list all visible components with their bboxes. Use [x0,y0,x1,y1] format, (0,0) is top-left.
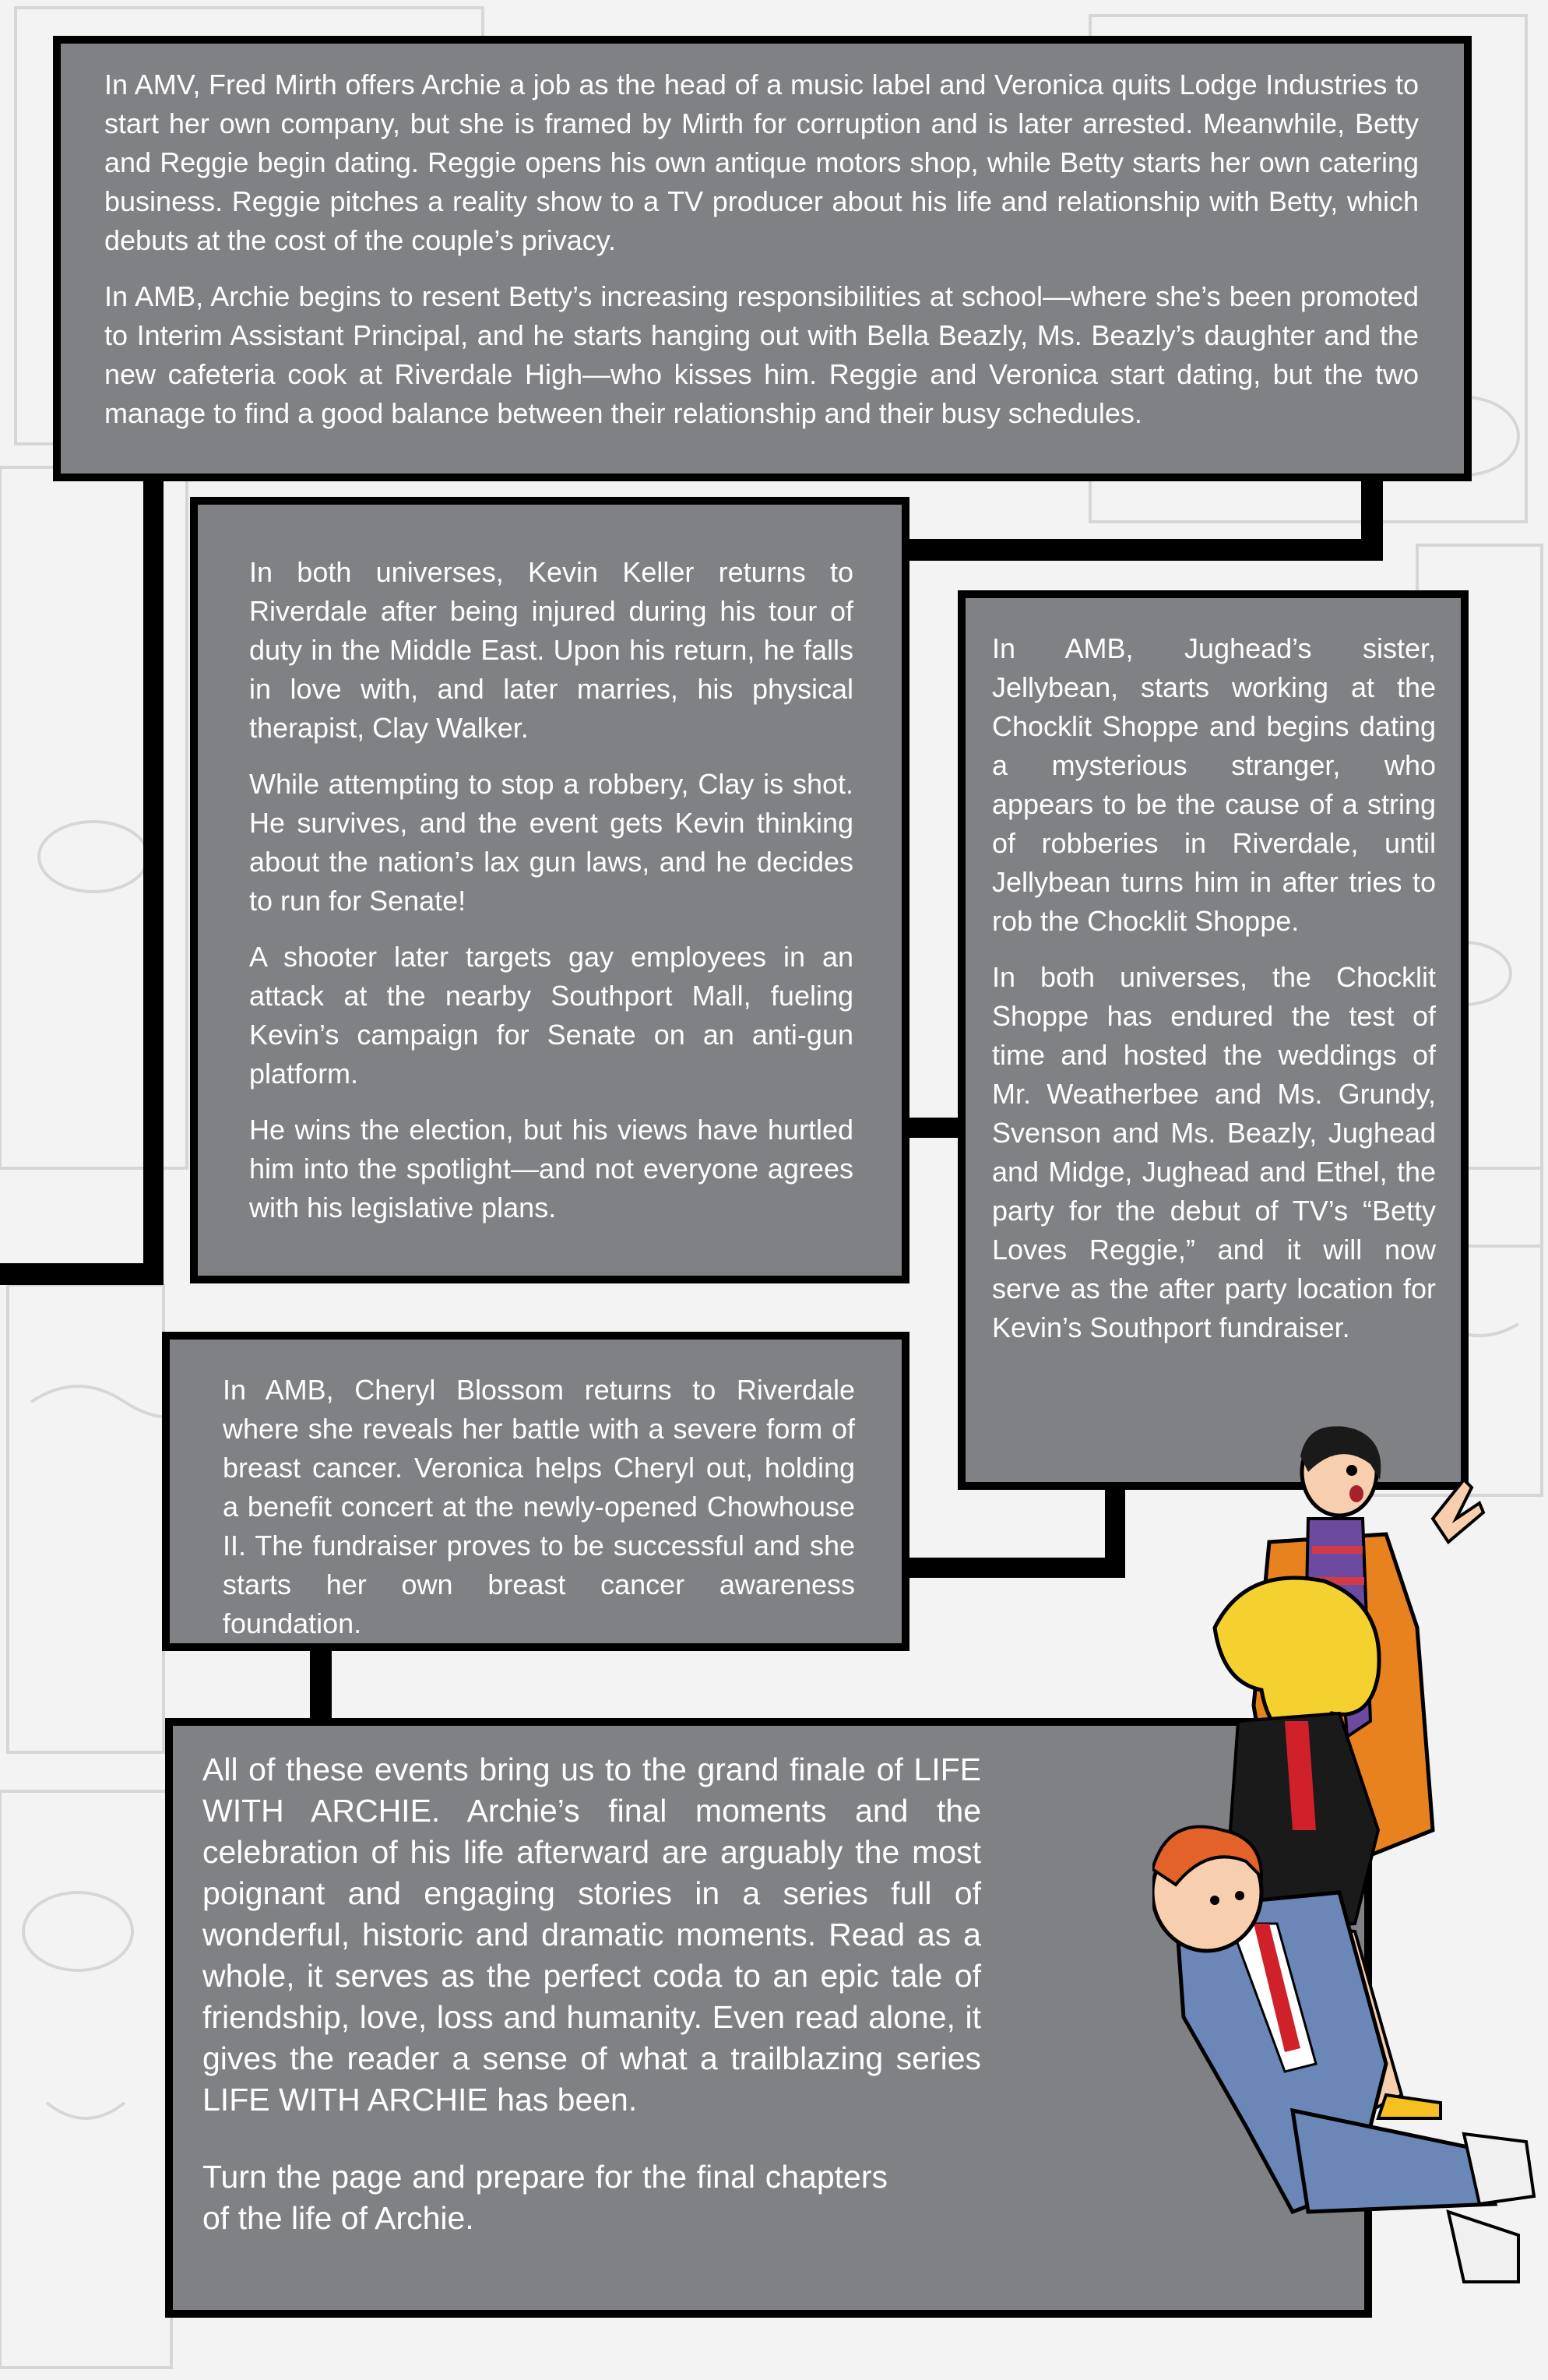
summary-box-amv-amb [53,36,1472,481]
summary-box-kevin-keller [190,497,909,1283]
paragraph-turn-page: Turn the page and prepare for the final chapters of the life of Archie. [202,2159,888,2236]
connector-cheryl-final [310,1643,332,1729]
connector-top-left-vertical [143,475,164,1285]
paragraph-chocklit-weddings: In both universes, the Chocklit Shoppe has endured the test of time and hosted the weddings of Mr. Weatherbee and Ms. Grundy, Svenson and Ms. Beazly, Jughead and Midge, Jughead and Ethel, the party for the debut of TV’s “Betty Loves Reggie,” and it will now serve as the after party location for Kevin’s Southport fundraiser. [992,961,1436,1343]
archie-betty-veronica-illustration-icon [1152,1425,1542,2305]
paragraph-amb: In AMB, Archie begins to resent Betty’s increasing responsibilities at school—where she’s been promoted to Interim Assistant Principal, and he starts hanging out with Bella Beazly, Ms. Beazly’s daughter and the new cafeteria cook at Riverdale High—who kisses him. Reggie and Veronica start dating, but the two manage to find a good balance between their relationship and their busy schedules. [104,280,1419,429]
connector-left-horizontal [0,1263,164,1285]
connector-cheryl-jughead-horizontal [903,1558,1125,1578]
paragraph-cheryl: In AMB, Cheryl Blossom returns to Riverdale where she reveals her battle with a severe form of breast cancer. Veronica helps Cheryl out, holding a benefit concert at the newly-opened Chowhouse II. The fundraiser proves to be successful and she starts her own breast cancer awareness foundation. [223,1374,855,1639]
summary-box-cheryl-blossom [162,1332,909,1651]
connector-top-right-horizontal [895,539,1383,561]
paragraph-kevin-clay-shot: While attempting to stop a robbery, Clay is shot. He survives, and the event gets Kevin thinking about the nation’s lax gun laws, and he decides to run for Senate! [249,768,853,917]
summary-box-jughead-chocklit [958,590,1469,1490]
paragraph-kevin-return: In both universes, Kevin Keller returns to Riverdale after being injured during his tour of duty in the Middle East. Upon his return, he falls in love with, and later marries, his physical therapist, Clay Walker. [249,556,853,744]
paragraph-kevin-shooter: A shooter later targets gay employees in an attack at the nearby Southport Mall, fueling Kevin’s campaign for Senate on an anti-gun platform. [249,941,853,1090]
paragraph-amv: In AMV, Fred Mirth offers Archie a job as the head of a music label and Veronica quits Lodge Industries to start her own company, but she is framed by Mirth for corruption and is later arrested. Meanwhile, Betty and Reggie begin dating. Reggie opens his own antique motors shop, while Betty starts her own catering business. Reggie pitches a reality show to a TV producer about his life and relationship with Betty, which debuts at the cost of the couple’s privacy. [104,69,1419,256]
paragraph-grand-finale: All of these events bring us to the grand finale of LIFE WITH ARCHIE. Archie’s final moments and the celebration of his life afterward are arguably the most poignant and engaging stories in a series full of wonderful, historic and dramatic moments. Read as a whole, it serves as the perfect coda to an epic tale of friendship, love, loss and humanity. Even read alone, it gives the reader a sense of what a trailblazing series LIFE WITH ARCHIE has been. [202,1752,981,2118]
paragraph-kevin-election: He wins the election, but his views have hurtled him into the spotlight—and not everyone agrees with his legislative plans. [249,1114,853,1223]
paragraph-jellybean: In AMB, Jughead’s sister, Jellybean, starts working at the Chocklit Shoppe and begins dating a mysterious stranger, who appears to be the cause of a string of robberies in Riverdale, until Jellybean turns him in after tries to rob the Chocklit Shoppe. [992,632,1436,937]
